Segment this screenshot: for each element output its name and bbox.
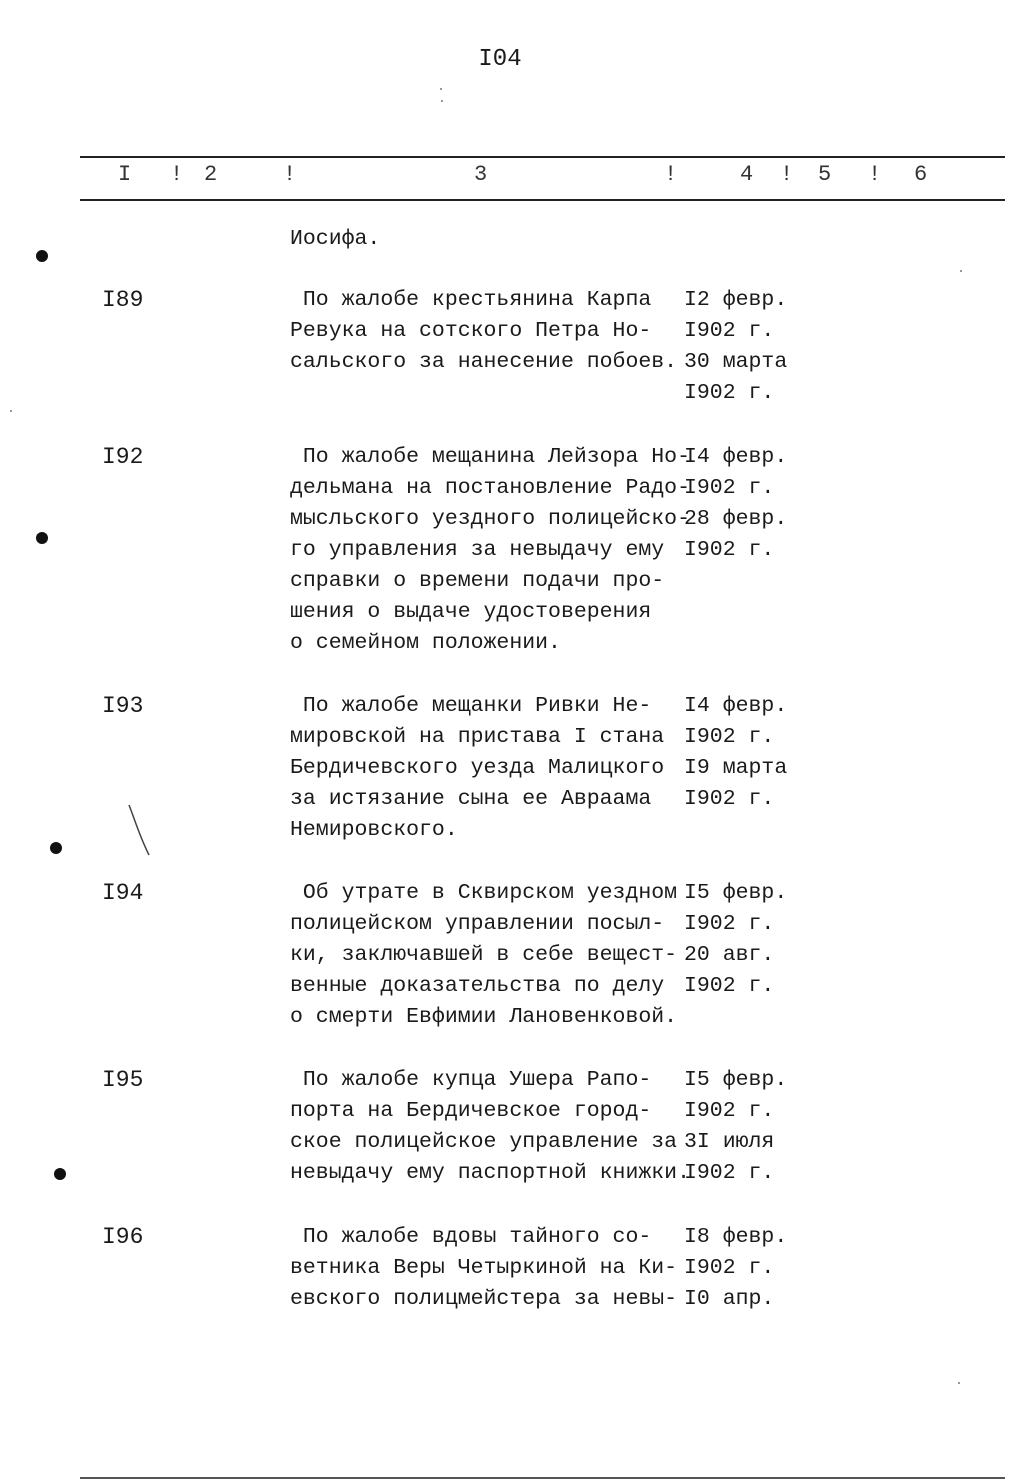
entry-description bbox=[290, 285, 677, 378]
column-separator: ! bbox=[283, 162, 298, 187]
entry-dates bbox=[684, 1065, 787, 1189]
entry-dates bbox=[684, 1222, 787, 1315]
date-line: I902 г. bbox=[684, 787, 775, 811]
scan-speck bbox=[958, 1382, 960, 1384]
date-line: I8 февр. bbox=[684, 1225, 788, 1249]
entry-description bbox=[290, 1222, 677, 1315]
description-line: дельмана на постановление Радо- bbox=[290, 476, 690, 500]
date-line: I4 февр. bbox=[684, 445, 788, 469]
column-separator: ! bbox=[868, 162, 883, 187]
description-line: невыдачу ему паспортной книжки. bbox=[290, 1161, 690, 1185]
date-line: I0 апр. bbox=[684, 1287, 775, 1311]
column-separator: ! bbox=[170, 162, 185, 187]
description-line: мысльского уездного полицейско- bbox=[290, 507, 690, 531]
entry-number: I92 bbox=[102, 444, 144, 470]
entry-description bbox=[290, 878, 677, 1033]
description-line: Ревука на сотского Петра Но- bbox=[290, 319, 652, 343]
entry-description bbox=[290, 1065, 690, 1189]
date-line: I902 г. bbox=[684, 1256, 775, 1280]
description-line: ветника Веры Четыркиной на Ки- bbox=[290, 1256, 678, 1280]
scan-scratch-mark bbox=[125, 795, 155, 860]
date-line: I2 февр. bbox=[684, 288, 788, 312]
entry-dates bbox=[684, 878, 787, 1002]
date-line: I9 марта bbox=[684, 756, 788, 780]
column-header-4: 4 bbox=[740, 162, 755, 187]
punch-hole-mark bbox=[54, 1168, 66, 1180]
entry-dates bbox=[684, 691, 787, 815]
description-line: ское полицейское управление за bbox=[290, 1130, 678, 1154]
description-line: Бердичевского уезда Малицкого bbox=[290, 756, 665, 780]
entry-number: I95 bbox=[102, 1067, 144, 1093]
entry-number: I89 bbox=[102, 287, 144, 313]
description-line: Об утрате в Сквирском уездном bbox=[290, 881, 678, 905]
date-line: I902 г. bbox=[684, 476, 775, 500]
column-header-6: 6 bbox=[914, 162, 929, 187]
description-line: шения о выдаче удостоверения bbox=[290, 600, 652, 624]
entry-number: I94 bbox=[102, 880, 144, 906]
description-line: По жалобе купца Ушера Рапо- bbox=[290, 1068, 652, 1092]
date-line: I4 февр. bbox=[684, 694, 788, 718]
scan-speck bbox=[440, 88, 442, 90]
entry-number: I93 bbox=[102, 693, 144, 719]
scan-speck bbox=[10, 410, 12, 412]
date-line: I902 г. bbox=[684, 538, 775, 562]
header-rule-top bbox=[80, 156, 1005, 158]
date-line: I902 г. bbox=[684, 319, 775, 343]
description-line: сальского за нанесение побоев. bbox=[290, 350, 678, 374]
column-header-5: 5 bbox=[818, 162, 833, 187]
footer-rule bbox=[80, 1477, 1005, 1479]
entry-description bbox=[290, 442, 690, 659]
date-line: I902 г. bbox=[684, 1161, 775, 1185]
description-line: справки о времени подачи про- bbox=[290, 569, 665, 593]
entry-dates bbox=[684, 442, 787, 566]
description-line: венные доказательства по делу bbox=[290, 974, 665, 998]
description-line: По жалобе мещанина Лейзора Но- bbox=[290, 445, 690, 469]
entry-description bbox=[290, 691, 664, 846]
description-line: о смерти Евфимии Лановенковой. bbox=[290, 1005, 678, 1029]
description-line: ки, заключавшей в себе вещест- bbox=[290, 943, 678, 967]
continuation-text bbox=[290, 224, 380, 255]
description-line: евского полицмейстера за невы- bbox=[290, 1287, 678, 1311]
description-line: полицейском управлении посыл- bbox=[290, 912, 665, 936]
date-line: 30 марта bbox=[684, 350, 788, 374]
date-line: I902 г. bbox=[684, 381, 775, 405]
description-line: го управления за невыдачу ему bbox=[290, 538, 665, 562]
description-line: По жалобе мещанки Ривки Не- bbox=[290, 694, 652, 718]
description-line: порта на Бердичевское город- bbox=[290, 1099, 652, 1123]
description-line: По жалобе вдовы тайного со- bbox=[290, 1225, 652, 1249]
date-line: 28 февр. bbox=[684, 507, 788, 531]
column-header-2: 2 bbox=[204, 162, 219, 187]
column-separator: ! bbox=[780, 162, 795, 187]
punch-hole-mark bbox=[50, 842, 62, 854]
entry-dates bbox=[684, 285, 787, 409]
punch-hole-mark bbox=[36, 532, 48, 544]
date-line: I5 февр. bbox=[684, 881, 788, 905]
header-rule-bottom bbox=[80, 199, 1005, 201]
date-line: 20 авг. bbox=[684, 943, 775, 967]
date-line: I902 г. bbox=[684, 1099, 775, 1123]
punch-hole-mark bbox=[36, 250, 48, 262]
entry-number: I96 bbox=[102, 1224, 144, 1250]
description-line: Немировского. bbox=[290, 818, 458, 842]
column-separator: ! bbox=[664, 162, 679, 187]
description-line: о семейном положении. bbox=[290, 631, 561, 655]
scan-speck bbox=[960, 270, 962, 272]
column-header-1: I bbox=[118, 162, 133, 187]
date-line: 3I июля bbox=[684, 1130, 775, 1154]
column-header-3: 3 bbox=[474, 162, 489, 187]
description-line: мировской на пристава I стана bbox=[290, 725, 665, 749]
date-line: I902 г. bbox=[684, 725, 775, 749]
date-line: I5 февр. bbox=[684, 1068, 788, 1092]
continuation-line: Иосифа. bbox=[290, 227, 381, 251]
scan-speck bbox=[441, 100, 443, 102]
date-line: I902 г. bbox=[684, 912, 775, 936]
date-line: I902 г. bbox=[684, 974, 775, 998]
page-number: I04 bbox=[478, 46, 522, 73]
description-line: По жалобе крестьянина Карпа bbox=[290, 288, 652, 312]
description-line: за истязание сына ее Авраама bbox=[290, 787, 652, 811]
